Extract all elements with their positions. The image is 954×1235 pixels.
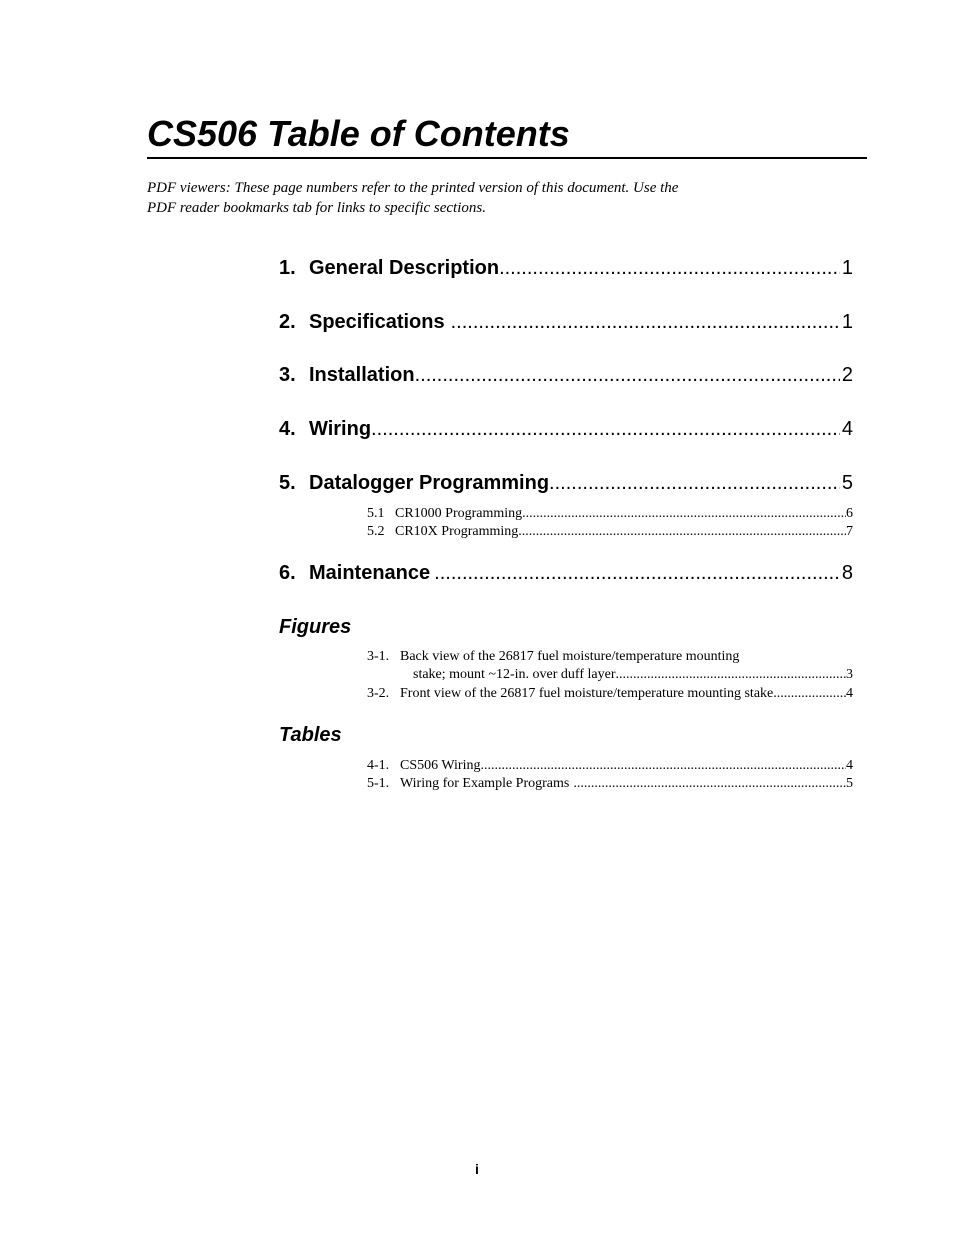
toc-entry-label: General Description <box>309 257 500 279</box>
toc-entry-label: Wiring <box>309 418 372 440</box>
table-entry-number: 5-1. <box>367 776 390 791</box>
toc-entry-label: Datalogger Programming <box>309 472 550 494</box>
table-entry-4-1[interactable] <box>367 757 853 775</box>
note-line-1: PDF viewers: These page numbers refer to the printed version of this document. Use the <box>147 180 679 196</box>
dot-leader <box>616 666 847 684</box>
pdf-viewer-note <box>147 178 807 218</box>
toc-subentry-cr10x-programming[interactable] <box>367 523 853 541</box>
toc-subentry-page: 7 <box>846 524 853 539</box>
figure-entry-label-line-2: stake; mount ~12-in. over duff layer <box>413 667 616 682</box>
toc-entry-page: 1 <box>841 257 853 279</box>
toc-entry-number: 5. <box>279 472 296 494</box>
dot-leader <box>549 469 840 497</box>
toc-entry-wiring[interactable] <box>279 415 853 443</box>
toc-entry-number: 4. <box>279 418 296 440</box>
dot-leader <box>773 685 846 703</box>
toc-subentry-page: 6 <box>846 506 853 521</box>
toc-entry-page: 5 <box>841 472 853 494</box>
toc-entry-maintenance[interactable] <box>279 559 853 587</box>
dot-leader <box>499 254 840 282</box>
table-entry-label: CS506 Wiring <box>400 758 481 773</box>
toc-entry-installation[interactable] <box>279 361 853 389</box>
dot-leader <box>522 505 846 523</box>
toc-entry-number: 6. <box>279 562 296 584</box>
table-entry-page: 5 <box>846 776 853 791</box>
page-number-footer: i <box>475 1161 479 1177</box>
toc-entry-number: 2. <box>279 311 296 333</box>
toc-entry-page: 4 <box>841 418 853 440</box>
toc-entry-page: 8 <box>841 562 853 584</box>
figure-entry-label-line-1: Back view of the 26817 fuel moisture/temperature mounting <box>400 649 740 664</box>
tables-heading: Tables <box>279 724 342 746</box>
dot-leader <box>569 775 846 793</box>
toc-entry-datalogger-programming[interactable] <box>279 469 853 497</box>
table-entry-page: 4 <box>846 758 853 773</box>
toc-entry-number: 3. <box>279 364 296 386</box>
dot-leader <box>415 361 840 389</box>
toc-subentry-label: CR10X Programming <box>395 524 519 539</box>
toc-entry-number: 1. <box>279 257 296 279</box>
toc-entry-page: 1 <box>841 311 853 333</box>
figure-entry-3-1[interactable] <box>367 648 853 684</box>
dot-leader <box>480 757 846 775</box>
toc-subentry-cr1000-programming[interactable] <box>367 505 853 523</box>
figure-entry-number: 3-1. <box>367 649 390 664</box>
note-line-2: PDF reader bookmarks tab for links to specific sections. <box>147 200 486 216</box>
dot-leader <box>518 523 846 541</box>
figures-heading: Figures <box>279 616 352 638</box>
figure-entry-page: 4 <box>846 686 853 701</box>
toc-entry-page: 2 <box>841 364 853 386</box>
toc-entry-label: Specifications <box>309 311 445 333</box>
toc-subentry-number: 5.1 <box>367 506 385 521</box>
toc-entry-label: Maintenance <box>309 562 431 584</box>
dot-leader <box>430 559 840 587</box>
toc-subentry-number: 5.2 <box>367 524 385 539</box>
figure-entry-3-2[interactable] <box>367 685 853 703</box>
toc-entry-general-description[interactable] <box>279 254 853 282</box>
page-title: CS506 Table of Contents <box>147 110 867 159</box>
toc-subentry-label: CR1000 Programming <box>395 506 523 521</box>
figure-entry-number: 3-2. <box>367 686 390 701</box>
figure-entry-label: Front view of the 26817 fuel moisture/temperature mounting stake <box>400 686 774 701</box>
table-entry-5-1[interactable] <box>367 775 853 793</box>
figure-entry-page: 3 <box>846 667 853 682</box>
table-entry-number: 4-1. <box>367 758 390 773</box>
toc-entry-specifications[interactable] <box>279 308 853 336</box>
table-entry-label: Wiring for Example Programs <box>400 776 570 791</box>
dot-leader <box>371 415 840 443</box>
dot-leader <box>445 308 840 336</box>
toc-entry-label: Installation <box>309 364 415 386</box>
